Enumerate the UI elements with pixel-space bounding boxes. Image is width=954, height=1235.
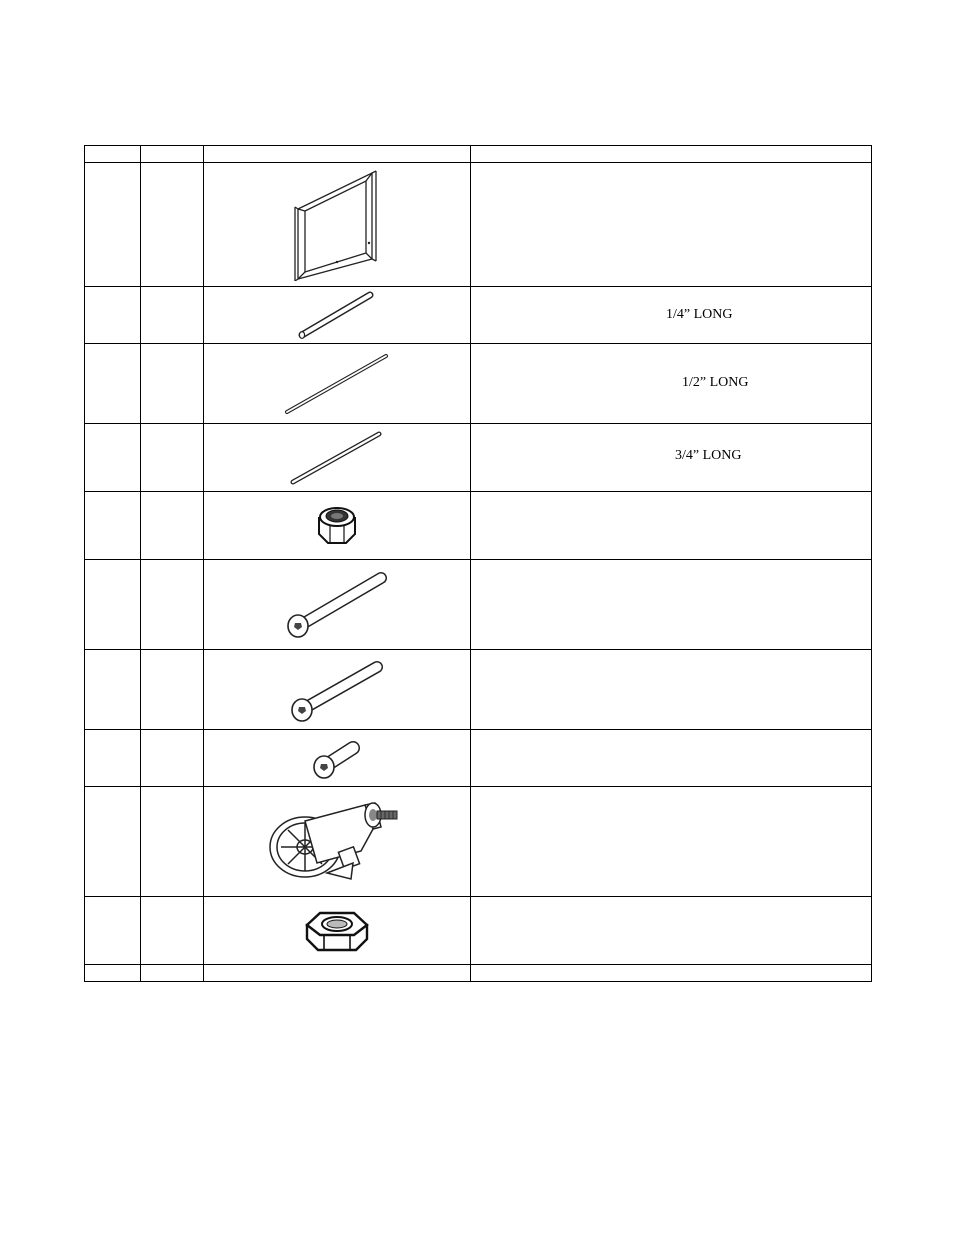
table-row (85, 560, 872, 650)
footer-qty (141, 965, 204, 982)
caster-wheel-icon (265, 793, 409, 891)
table-row (85, 424, 872, 492)
button-head-bolt-icon (285, 570, 389, 640)
part-description: 3/4” LONG (675, 448, 742, 463)
row-illustration (204, 560, 471, 650)
row-no (85, 730, 141, 787)
header-qty (141, 146, 204, 163)
row-no (85, 897, 141, 965)
row-qty (141, 424, 204, 492)
table-row (85, 287, 872, 344)
row-description (471, 650, 872, 730)
row-illustration (204, 897, 471, 965)
row-qty (141, 787, 204, 897)
row-qty (141, 730, 204, 787)
header-no (85, 146, 141, 163)
row-illustration (204, 287, 471, 344)
row-illustration (204, 492, 471, 560)
table-row (85, 730, 872, 787)
footer-illustration (204, 965, 471, 982)
table-header-row (85, 146, 872, 163)
row-description (471, 730, 872, 787)
row-qty (141, 897, 204, 965)
long-rod-icon (282, 350, 392, 418)
row-illustration (204, 344, 471, 424)
row-no (85, 787, 141, 897)
hex-nut-icon (304, 909, 370, 953)
table-row (85, 492, 872, 560)
button-head-bolt-icon (289, 657, 385, 723)
header-illustration (204, 146, 471, 163)
footer-no (85, 965, 141, 982)
row-qty (141, 344, 204, 424)
row-qty (141, 560, 204, 650)
part-description: 1/2” LONG (682, 375, 749, 390)
table-row (85, 787, 872, 897)
row-no (85, 163, 141, 287)
row-description (471, 492, 872, 560)
lock-nut-icon (316, 504, 358, 548)
row-qty (141, 650, 204, 730)
row-no (85, 650, 141, 730)
row-no (85, 560, 141, 650)
row-no (85, 492, 141, 560)
row-qty (141, 492, 204, 560)
table-row (85, 897, 872, 965)
row-illustration (204, 730, 471, 787)
row-qty (141, 287, 204, 344)
row-description (471, 163, 872, 287)
table-row (85, 163, 872, 287)
frame-icon (292, 169, 382, 281)
row-illustration (204, 650, 471, 730)
long-rod-icon (289, 428, 385, 488)
row-no (85, 344, 141, 424)
row-description (471, 897, 872, 965)
row-description (471, 787, 872, 897)
row-qty (141, 163, 204, 287)
row-description (471, 287, 872, 344)
row-description (471, 560, 872, 650)
short-bolt-icon (311, 736, 363, 780)
row-no (85, 424, 141, 492)
header-description (471, 146, 872, 163)
short-rod-icon (297, 289, 377, 341)
row-illustration (204, 424, 471, 492)
row-illustration (204, 163, 471, 287)
part-description: 1/4” LONG (666, 307, 733, 322)
row-description (471, 344, 872, 424)
table-row (85, 344, 872, 424)
table-row (85, 650, 872, 730)
table-footer-row (85, 965, 872, 982)
row-no (85, 287, 141, 344)
row-illustration (204, 787, 471, 897)
footer-description (471, 965, 872, 982)
row-description (471, 424, 872, 492)
parts-table (84, 145, 872, 982)
